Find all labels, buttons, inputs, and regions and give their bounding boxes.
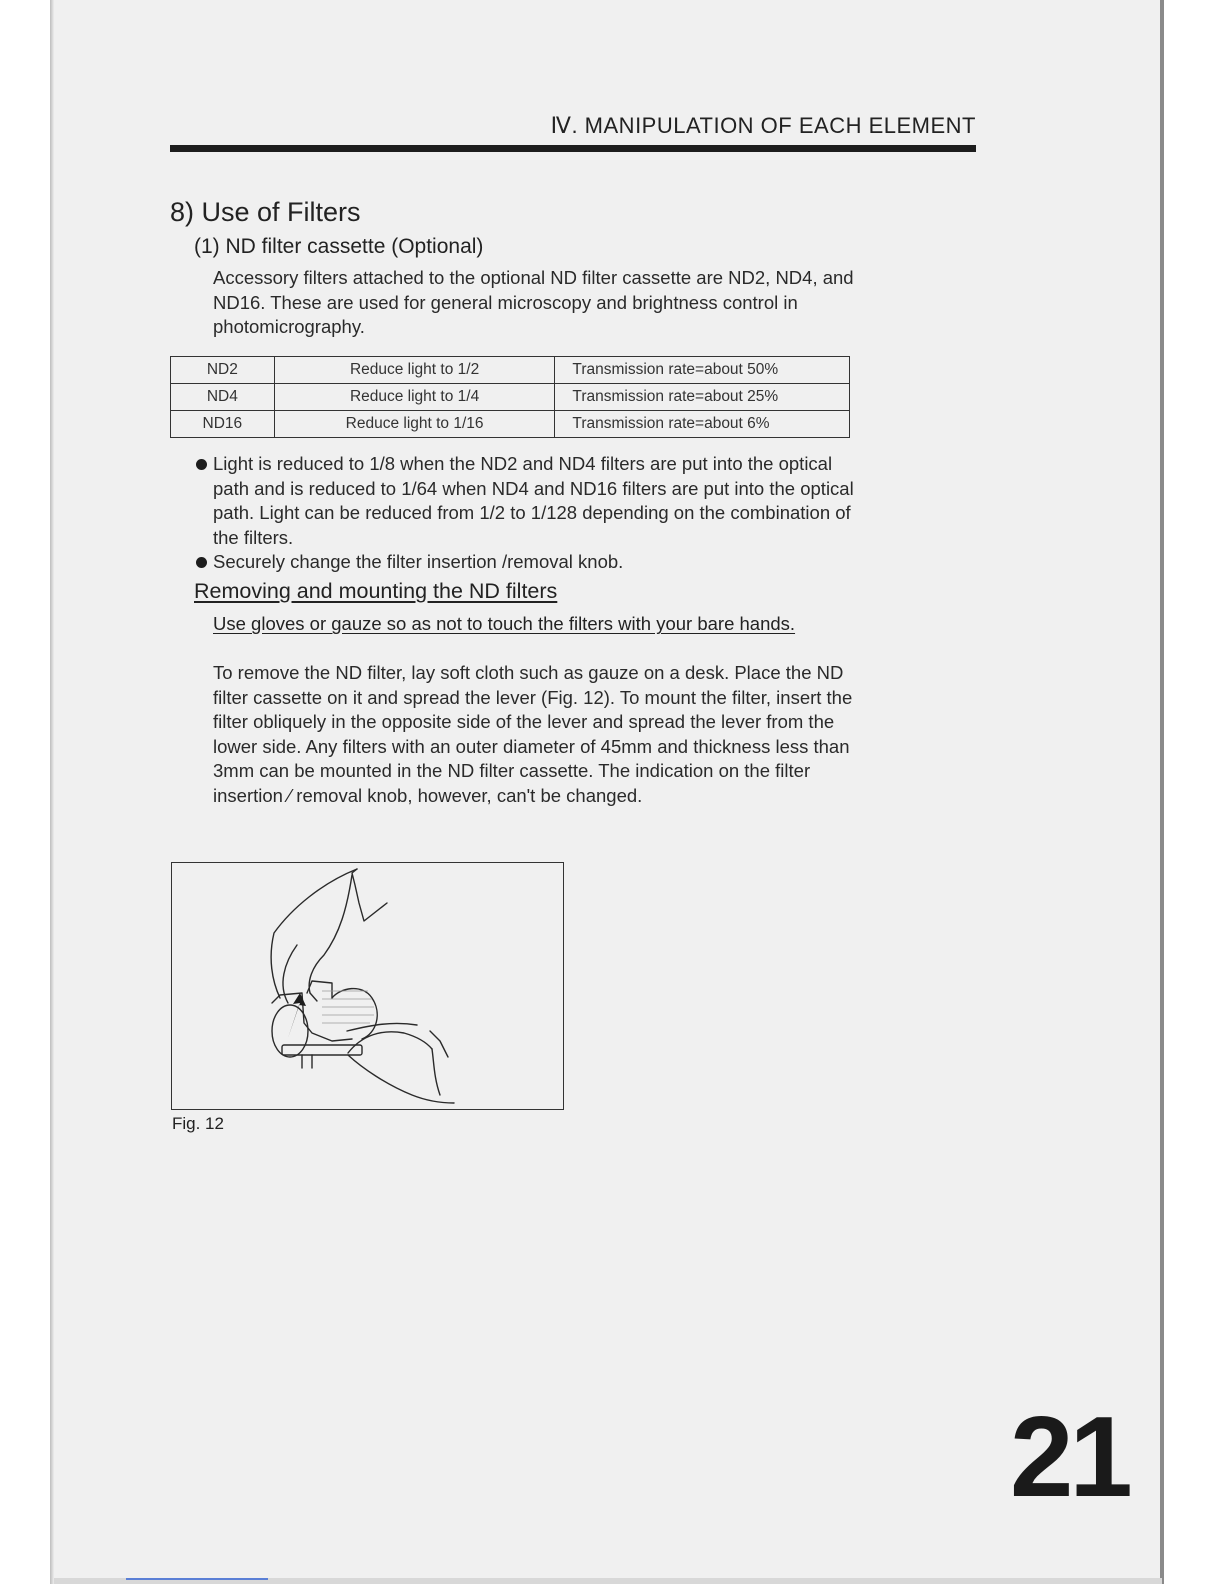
filter-effect-cell: Reduce light to 1/4	[274, 384, 555, 411]
table-row	[171, 384, 850, 411]
base-screws	[302, 1055, 312, 1068]
wrist-line	[347, 1023, 417, 1031]
figure-12-illustration	[171, 862, 564, 1110]
gloves-warning: Use gloves or gauze so as not to touch the filters with your bare hands.	[213, 613, 796, 634]
filter-name-cell: ND4	[171, 384, 275, 411]
header-rule	[170, 145, 976, 152]
notes-list	[196, 452, 856, 575]
note-text: Securely change the filter insertion /removal knob.	[213, 551, 624, 572]
subsection-title: (1) ND filter cassette (Optional)	[194, 235, 484, 258]
intro-paragraph: Accessory filters attached to the optional ND filter cassette are ND2, ND4, and ND16. These are used for general microscopy and brightness control in photomicrography.	[213, 267, 854, 337]
filter-transmission-cell: Transmission rate=about 6%	[555, 411, 850, 438]
lower-hand-thumb	[348, 1032, 432, 1053]
filter-effect-cell: Reduce light to 1/2	[274, 357, 555, 384]
scan-artifact-line	[126, 1578, 268, 1580]
lower-hand-palm	[348, 1055, 454, 1103]
list-item	[196, 452, 856, 550]
list-item	[196, 550, 856, 575]
filter-transmission-cell: Transmission rate=about 50%	[555, 357, 850, 384]
chapter-header: Ⅳ. MANIPULATION OF EACH ELEMENT	[550, 113, 976, 138]
filter-transmission-cell: Transmission rate=about 25%	[555, 384, 850, 411]
filter-name-cell: ND16	[171, 411, 275, 438]
bullet-icon	[196, 459, 207, 470]
removing-heading: Removing and mounting the ND filters	[194, 579, 558, 603]
sleeve-outline	[352, 869, 387, 921]
glove-outline-left	[271, 869, 357, 998]
nd-filter-table	[170, 356, 850, 438]
table-row	[171, 411, 850, 438]
table-row	[171, 357, 850, 384]
cassette-housing	[332, 989, 377, 1039]
filter-disc	[272, 1005, 308, 1057]
fingertip	[310, 993, 317, 1001]
bullet-icon	[196, 557, 207, 568]
filter-effect-cell: Reduce light to 1/16	[274, 411, 555, 438]
scan-margin-right	[1164, 0, 1224, 1584]
removing-instructions: To remove the ND filter, lay soft cloth such as gauze on a desk. Place the ND filter cassette on it and spread the lever (Fig. 12). To mount the filter, insert the filter obliquely in the opposite side of the lever and spread the lever from the lower side. Any filters with an outer diameter of 45mm and thickness less than 3mm can be mounted in the ND filter cassette. The indication on the filter insertion ⁄ removal knob, however, can't be changed.	[213, 662, 853, 806]
lower-hand-cuff	[432, 1049, 440, 1095]
cassette-body	[272, 993, 352, 1041]
hands-filter-cassette-drawing	[172, 863, 563, 1109]
cassette-lever	[307, 981, 332, 998]
section-title: 8) Use of Filters	[170, 197, 361, 227]
page-number: 21	[1010, 1394, 1129, 1521]
figure-caption: Fig. 12	[172, 1114, 224, 1133]
note-text: Light is reduced to 1/8 when the ND2 and ND4 filters are put into the optical path and is reduced to 1/64 when ND4 and ND16 filters are put into the optical path. Light can be reduced from 1/2 to 1/128 depending on the combination of the filters.	[213, 453, 854, 548]
scan-margin-left	[0, 0, 50, 1584]
filter-name-cell: ND2	[171, 357, 275, 384]
